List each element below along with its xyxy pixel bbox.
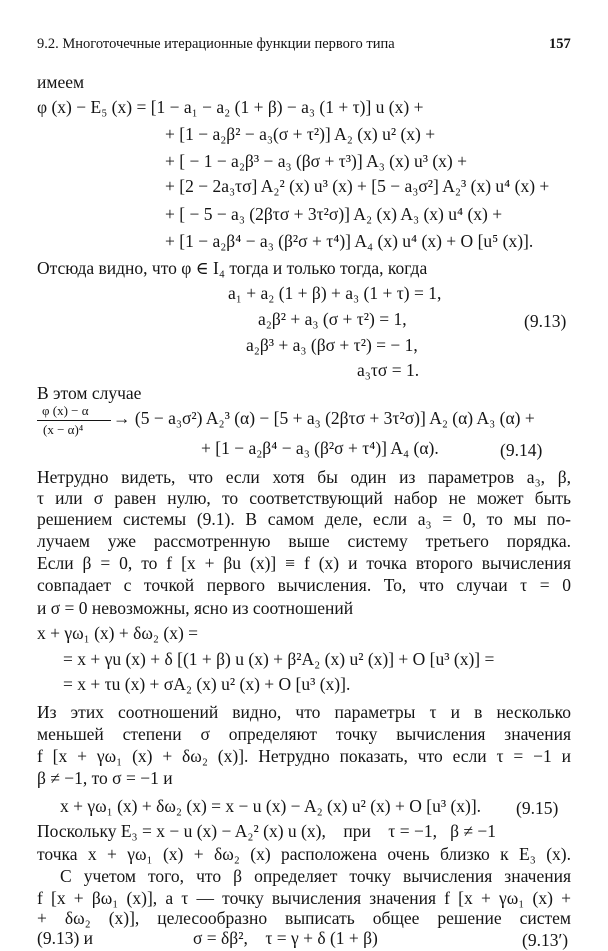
paragraph-line: f [x + γω₁ (x) + δω₂ (x)]. Нетрудно показать, что если τ = −1 и — [37, 746, 571, 766]
expansion-line: φ (x) − E₅ (x) = [1 − a₁ − a₂ (1 + β) − a₃ (1 + τ)] u (x) + — [37, 97, 424, 117]
fraction-denominator: (x − α)⁴ — [43, 422, 84, 437]
paragraph-line: Нетрудно видеть, что если хотя бы один из параметров a₃, β, — [37, 467, 571, 487]
eq-914-line: → (5 − a₃σ²) A₂³ (α) − [5 + a₃ (2βτσ + 3τ²σ)] A₂ (α) A₃ (α) + — [113, 408, 535, 428]
paragraph-line: меньшей степени σ определяют точку вычисления значения — [37, 724, 571, 744]
page-number: 157 — [549, 36, 571, 52]
paragraph-line: Если β = 0, то f [x + βu (x)] ≡ f (x) и точка второго вычисления — [37, 553, 571, 573]
paragraph-line: Поскольку E₃ = x − u (x) − A₂² (x) u (x), при τ = −1, β ≠ −1 — [37, 821, 496, 841]
system-line: a₂β² + a₃ (σ + τ²) = 1, — [258, 309, 407, 329]
condition-text: Отсюда видно, что φ ∈ I₄ тогда и только тогда, когда — [37, 258, 428, 278]
eq-913-prime: σ = δβ², τ = γ + δ (1 + β) — [193, 928, 378, 948]
paragraph-line: β ≠ −1, то σ = −1 и — [37, 768, 173, 788]
equation-number: (9.15) — [516, 798, 559, 818]
paragraph-line: лучаем уже рассмотренную выше систему третьего порядка. — [37, 531, 571, 551]
eq-915: x + γω₁ (x) + δω₂ (x) = x − u (x) − A₂ (x) u² (x) + O [u³ (x)]. — [60, 796, 482, 816]
paragraph-line: С учетом того, что β определяет точку вычисления значения — [60, 866, 571, 886]
fraction-numerator: φ (x) − α — [42, 403, 89, 418]
omega-eq-line: x + γω₁ (x) + δω₂ (x) = — [37, 623, 199, 643]
equation-number: (9.13) — [524, 311, 567, 331]
paragraph-line: τ или σ равен нулю, то соответствующий набор не может быть — [37, 488, 571, 508]
paragraph-line: и σ = 0 невозможны, ясно из соотношений — [37, 598, 354, 618]
paragraph-line: решением системы (9.1). В самом деле, если a₃ = 0, то мы по- — [37, 509, 571, 529]
expansion-line: + [1 − a₂β² − a₃(σ + τ²)] A₂ (x) u² (x) + — [165, 124, 436, 144]
expansion-line: + [ − 5 − a₃ (2βτσ + 3τ²σ)] A₂ (x) A₃ (x) u⁴ (x) + — [165, 204, 503, 224]
system-line: a₂β³ + a₃ (βσ + τ²) = − 1, — [246, 335, 418, 355]
lead-text: имеем — [37, 72, 85, 92]
equation-number: (9.14) — [500, 440, 543, 460]
omega-eq-line: = x + τu (x) + σA₂ (x) u² (x) + O [u³ (x)]. — [63, 674, 351, 694]
running-title: 9.2. Многоточечные итерационные функции первого типа — [37, 36, 395, 52]
expansion-line: + [2 − 2a₃τσ] A₂² (x) u³ (x) + [5 − a₃σ²] A₂³ (x) u⁴ (x) + — [165, 176, 550, 196]
equation-number: (9.13′) — [522, 930, 569, 950]
expansion-line: + [1 − a₂β⁴ − a₃ (β²σ + τ⁴)] A₄ (x) u⁴ (x) + O [u⁵ (x)]. — [165, 231, 534, 251]
paragraph-line: точка x + γω₁ (x) + δω₂ (x) расположена очень близко к E₃ (x). — [37, 844, 571, 864]
paragraph-line: f [x + βω₁ (x)], а τ — точку вычисления значения f [x + γω₁ (x) + — [37, 888, 571, 908]
paragraph-line: Из этих соотношений видно, что параметры τ и в несколько — [37, 702, 571, 722]
system-line: a₃τσ = 1. — [357, 360, 420, 380]
paragraph-line: + δω₂ (x)], целесообразно выписать общее решение систем — [37, 908, 571, 928]
eq-914-line: + [1 − a₂β⁴ − a₃ (β²σ + τ⁴)] A₄ (α). — [201, 438, 439, 458]
system-line: a₁ + a₂ (1 + β) + a₃ (1 + τ) = 1, — [228, 283, 442, 303]
fraction-bar — [37, 420, 111, 421]
paragraph-line: (9.13) и — [37, 928, 94, 948]
expansion-line: + [ − 1 − a₂β³ − a₃ (βσ + τ³)] A₃ (x) u³ (x) + — [165, 151, 467, 171]
case-text: В этом случае — [37, 383, 142, 403]
paragraph-line: совпадает с точкой первого вычисления. То, что случаи τ = 0 — [37, 575, 571, 595]
omega-eq-line: = x + γu (x) + δ [(1 + β) u (x) + β²A₂ (x) u² (x)] + O [u³ (x)] = — [63, 649, 495, 669]
